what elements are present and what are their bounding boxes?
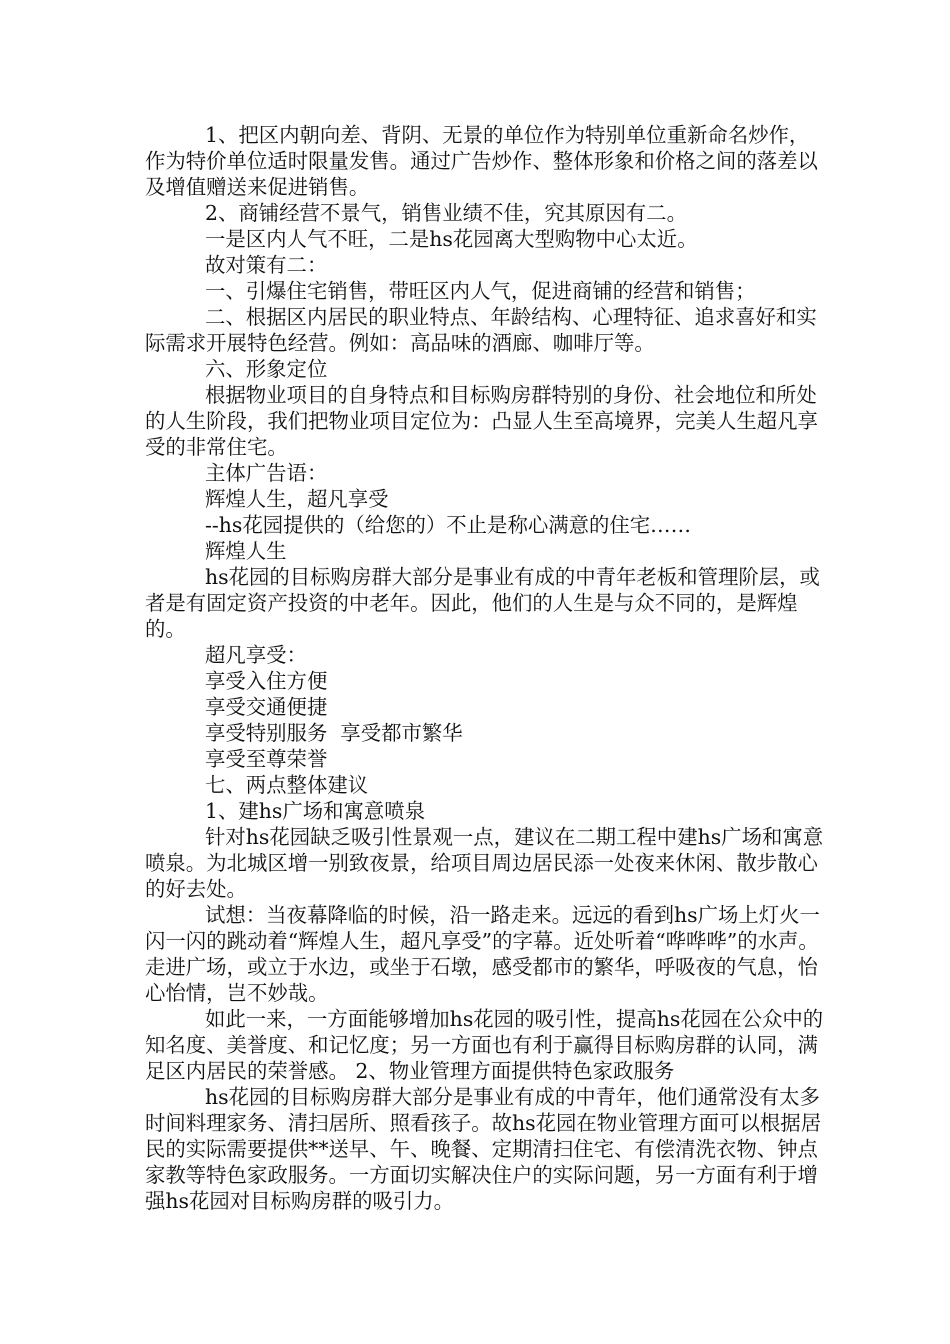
paragraph-1: 1、把区内朝向差、背阴、无景的单位作为特别单位重新命名炒作，作为特价单位适时限量发售。通过广告炒作、整体形象和价格之间的落差以及增值赠送来促进销售。	[145, 123, 818, 199]
slogan: 辉煌人生，超凡享受	[205, 487, 389, 511]
paragraph-6: 二、根据区内居民的职业特点、年龄结构、心理特征、追求喜好和实际需求开展特色经营。例如：高品味的酒廊、咖啡厅等。	[145, 305, 817, 355]
paragraph-24: hs花园的目标购房群大部分是事业有成的中青年，他们通常没有太多时间料理家务、清扫居所、照看孩子。故hs花园在物业管理方面可以根据居民的实际需要提供**送早、午、晚餐、定期清扫住宅、有偿清洗衣物、钟点家教等特色家政服务。一方面切实解决住户的实际问题，另一方面有利于增强hs花园对目标购房群的吸引力。	[145, 1085, 822, 1213]
paragraph-21: 针对hs花园缺乏吸引性景观一点，建议在二期工程中建hs广场和寓意喷泉。为北城区增一别致夜景，给项目周边居民添一处夜来休闲、散步散心的好去处。	[145, 825, 824, 901]
section-heading-6: 六、形象定位	[205, 357, 328, 381]
paragraph-13: hs花园的目标购房群大部分是事业有成的中青年老板和管理阶层，或者是有固定资产投资的中老年。因此，他们的人生是与众不同的，是辉煌的。	[145, 565, 820, 641]
paragraph-20: 1、建hs广场和寓意喷泉	[205, 799, 426, 823]
paragraph-16: 享受交通便捷	[205, 695, 328, 719]
paragraph-2: 2、商铺经营不景气，销售业绩不佳，究其原因有二。	[205, 201, 687, 225]
paragraph-14: 超凡享受：	[205, 643, 307, 667]
paragraph-3: 一是区内人气不旺，二是hs花园离大型购物中心太近。	[205, 227, 698, 251]
paragraph-11: --hs花园提供的（给您的）不止是称心满意的住宅……	[205, 513, 691, 537]
paragraph-22: 试想：当夜幕降临的时候，沿一路走来。远远的看到hs广场上灯火一闪一闪的跳动着“辉煌人生，超凡享受”的字幕。近处听着“哗哗哗”的水声。走进广场，或立于水边，或坐于石墩，感受都市的繁华，呼吸夜的气息，怡心怡情，岂不妙哉。	[145, 903, 820, 1005]
section-heading-7: 七、两点整体建议	[205, 773, 369, 797]
paragraph-8: 根据物业项目的自身特点和目标购房群特别的身份、社会地位和所处的人生阶段，我们把物业项目定位为：凸显人生至高境界，完美人生超凡享受的非常住宅。	[145, 383, 818, 459]
paragraph-4: 故对策有二：	[205, 253, 328, 277]
document-body	[145, 122, 825, 1214]
paragraph-9: 主体广告语：	[205, 461, 328, 485]
paragraph-18: 享受至尊荣誉	[205, 747, 328, 771]
paragraph-17: 享受特别服务 享受都市繁华	[205, 721, 463, 745]
paragraph-12: 辉煌人生	[205, 539, 287, 563]
paragraph-5: 一、引爆住宅销售，带旺区内人气，促进商铺的经营和销售；	[205, 279, 756, 303]
paragraph-23: 如此一来，一方面能够增加hs花园的吸引性，提高hs花园在公众中的知名度、美誉度、和记忆度；另一方面也有利于赢得目标购房群的认同，满足区内居民的荣誉感。 2、物业管理方面提供特色家政服务	[145, 1007, 824, 1083]
paragraph-15: 享受入住方便	[205, 669, 328, 693]
